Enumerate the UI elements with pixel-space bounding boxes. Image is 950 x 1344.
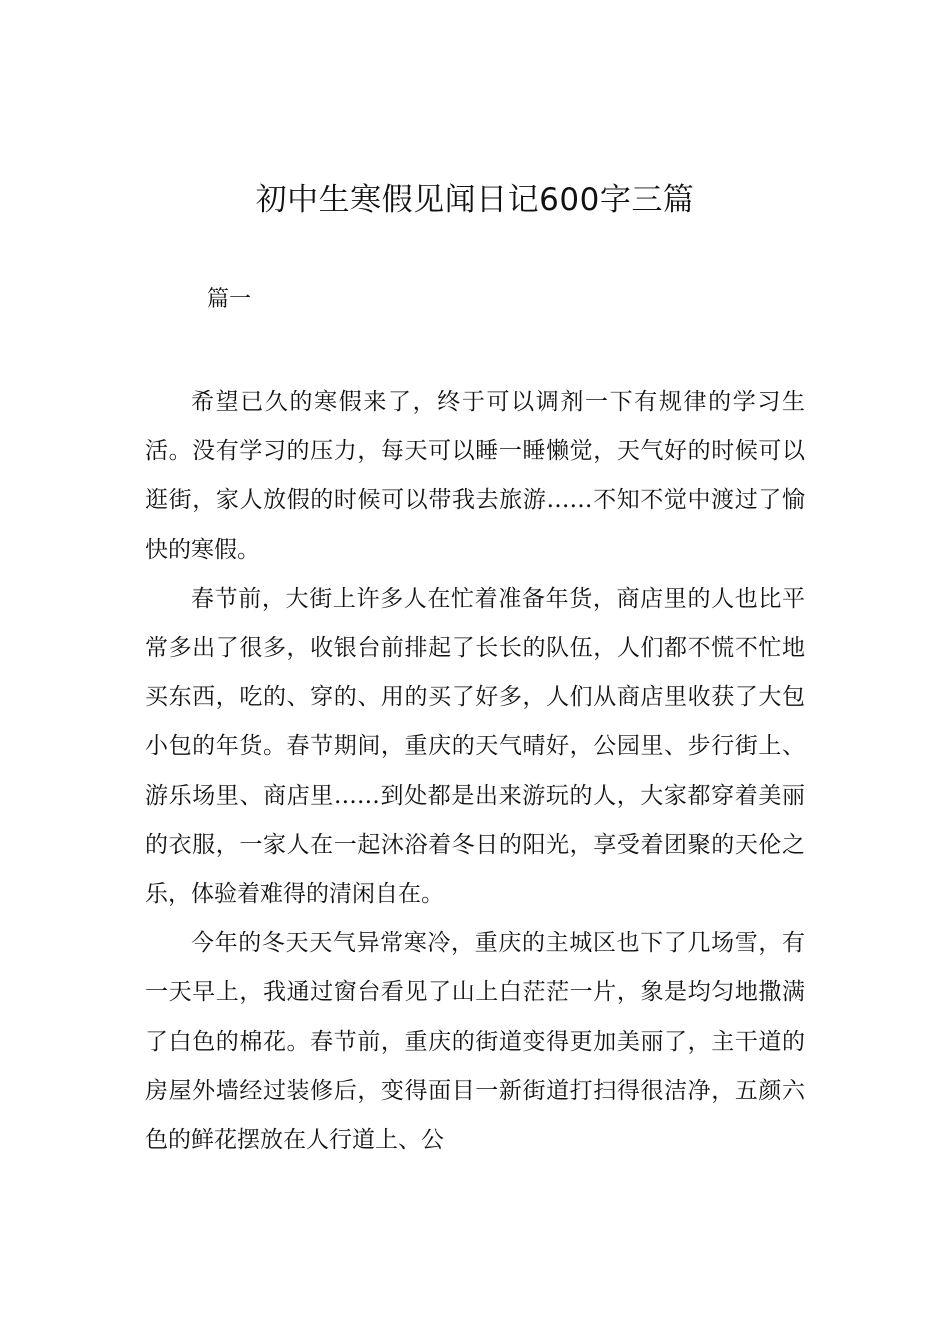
document-title: 初中生寒假见闻日记600字三篇	[255, 182, 695, 218]
paragraph: 今年的冬天天气异常寒冷，重庆的主城区也下了几场雪，有一天早上，我通过窗台看见了山上白茫茫一片，象是均匀地撒满了白色的棉花。春节前，重庆的街道变得更加美丽了，主干道的房屋外墙经过装修后，变得面目一新街道打扫得很洁净，五颜六色的鲜花摆放在人行道上、公	[145, 930, 805, 1154]
body-text	[145, 378, 805, 1165]
paragraph: 希望已久的寒假来了，终于可以调剂一下有规律的学习生活。没有学习的压力，每天可以睡一睡懒觉，天气好的时候可以逛街，家人放假的时候可以带我去旅游……不知不觉中渡过了愉快的寒假。	[145, 389, 805, 563]
section-label: 篇一	[207, 287, 252, 312]
paragraph: 春节前，大街上许多人在忙着准备年货，商店里的人也比平常多出了很多，收银台前排起了长长的队伍，人们都不慌不忙地买东西，吃的、穿的、用的买了好多，人们从商店里收获了大包小包的年货。春节期间，重庆的天气晴好，公园里、步行街上、游乐场里、商店里……到处都是出来游玩的人，大家都穿着美丽的衣服，一家人在一起沐浴着冬日的阳光，享受着团聚的天伦之乐，体验着难得的清闲自在。	[145, 585, 805, 908]
